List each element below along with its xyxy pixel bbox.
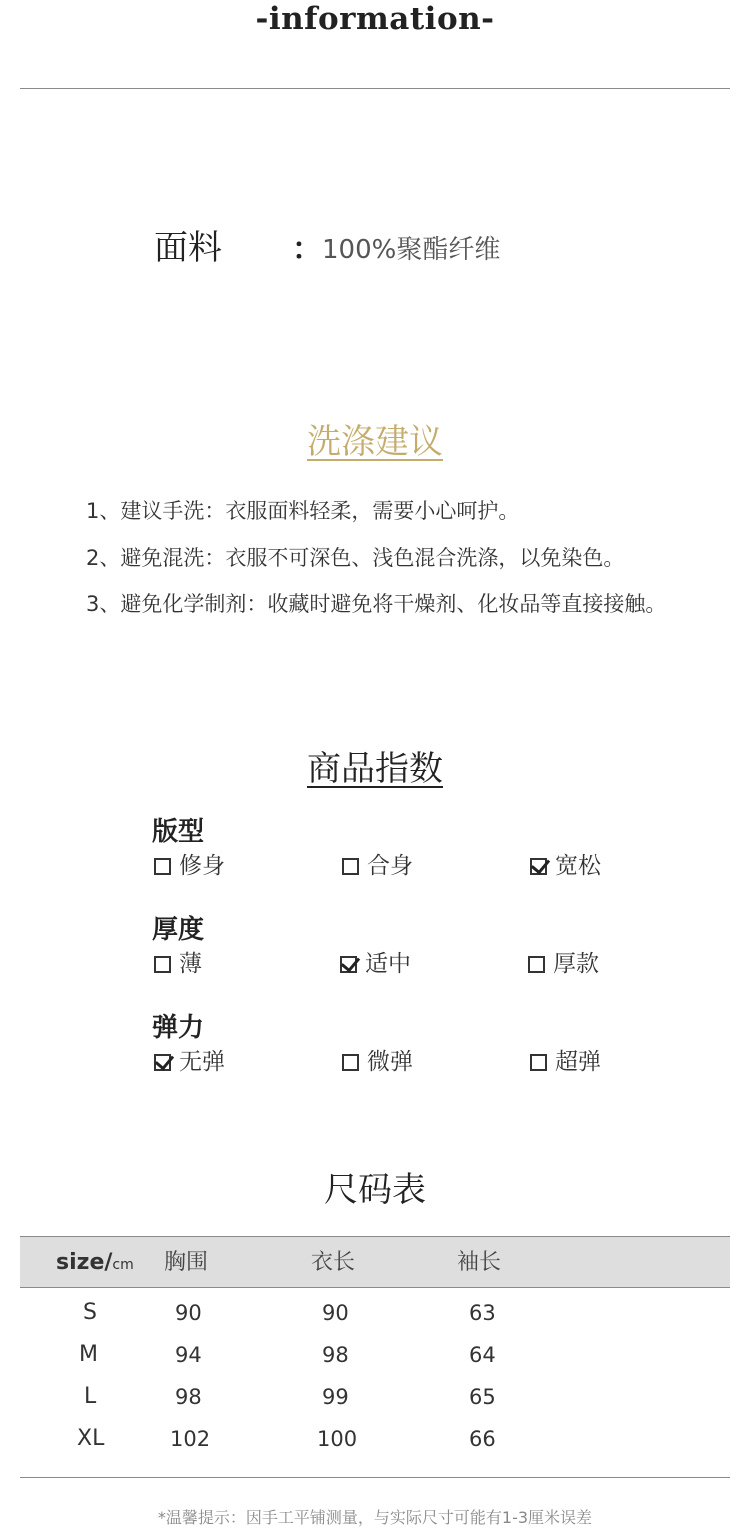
sleeve-header-cell: 袖长: [457, 1250, 502, 1275]
length-cell: 90: [322, 1301, 349, 1325]
checkbox-icon: [154, 956, 171, 973]
checkbox-icon: [154, 858, 171, 875]
option-no-stretch: [154, 1047, 225, 1077]
wash-instruction-item: 1、建议手洗：衣服面料轻柔，需要小心呵护。: [86, 499, 520, 523]
chest-cell: 90: [175, 1301, 202, 1325]
measurement-note: *温馨提示：因手工平铺测量，与实际尺寸可能有1-3厘米误差: [157, 1508, 593, 1527]
option-label: 薄: [179, 951, 202, 977]
wash-instructions-list: [86, 488, 666, 628]
length-header-cell: 衣长: [311, 1250, 356, 1275]
option-regular-fit: [342, 851, 413, 881]
checkbox-icon: [342, 1054, 359, 1071]
option-loose-fit: [530, 851, 601, 881]
option-label: 宽松: [555, 853, 601, 879]
option-thin: [154, 949, 202, 979]
option-slight-stretch: [342, 1047, 413, 1077]
product-index-title: 商品指数: [307, 749, 443, 789]
size-cell: S: [83, 1300, 97, 1325]
fabric-colon: ：: [292, 232, 322, 267]
option-label: 无弹: [179, 1049, 225, 1075]
length-cell: 99: [322, 1385, 349, 1409]
table-row: [20, 1417, 730, 1459]
table-row: [20, 1375, 730, 1417]
table-row: [20, 1291, 730, 1333]
header-divider: [20, 88, 730, 89]
sleeve-cell: 63: [469, 1301, 496, 1325]
size-cell: L: [84, 1384, 97, 1409]
option-slim-fit: [154, 851, 225, 881]
fabric-value: 100%聚酯纤维: [322, 235, 501, 265]
wash-instruction-item: 3、避免化学制剂：收藏时避免将干燥剂、化妆品等直接接触。: [86, 592, 667, 616]
checkbox-checked-icon: [154, 1054, 171, 1071]
checkbox-checked-icon: [530, 858, 547, 875]
size-chart-title: 尺码表: [324, 1170, 426, 1210]
option-super-stretch: [530, 1047, 601, 1077]
chest-cell: 102: [170, 1427, 211, 1451]
checkbox-icon: [528, 956, 545, 973]
fabric-label: 面料: [154, 228, 222, 268]
page-title: -information-: [255, 1, 495, 37]
elasticity-group: [152, 1011, 601, 1075]
size-table: [20, 1236, 730, 1459]
fit-group: [152, 815, 601, 879]
checkbox-checked-icon: [340, 956, 357, 973]
size-header-cell: size/cm: [56, 1250, 134, 1275]
option-medium: [340, 949, 411, 979]
footer-divider: [20, 1477, 730, 1478]
size-cell: M: [79, 1342, 98, 1367]
checkbox-icon: [530, 1054, 547, 1071]
sleeve-cell: 64: [469, 1343, 496, 1367]
fit-heading: 版型: [152, 817, 205, 847]
chest-cell: 98: [175, 1385, 202, 1409]
thickness-group: [152, 913, 599, 977]
elasticity-heading: 弹力: [152, 1013, 205, 1043]
size-table-header: [20, 1236, 730, 1288]
option-label: 超弹: [555, 1049, 601, 1075]
option-label: 合身: [367, 853, 413, 879]
option-label: 修身: [179, 853, 225, 879]
thickness-heading: 厚度: [152, 915, 205, 945]
table-row: [20, 1333, 730, 1375]
wash-instruction-item: 2、避免混洗：衣服不可深色、浅色混合洗涤，以免染色。: [86, 545, 625, 570]
length-cell: 100: [317, 1427, 358, 1451]
size-cell: XL: [77, 1426, 105, 1451]
chest-header-cell: 胸围: [164, 1250, 209, 1275]
sleeve-cell: 66: [469, 1427, 496, 1451]
sleeve-cell: 65: [469, 1385, 496, 1409]
option-label: 微弹: [367, 1049, 413, 1075]
checkbox-icon: [342, 858, 359, 875]
wash-section-title: 洗涤建议: [307, 422, 443, 462]
option-label: 适中: [365, 951, 411, 977]
option-label: 厚款: [553, 951, 599, 977]
chest-cell: 94: [175, 1343, 202, 1367]
option-thick: [528, 949, 599, 979]
length-cell: 98: [322, 1343, 349, 1367]
